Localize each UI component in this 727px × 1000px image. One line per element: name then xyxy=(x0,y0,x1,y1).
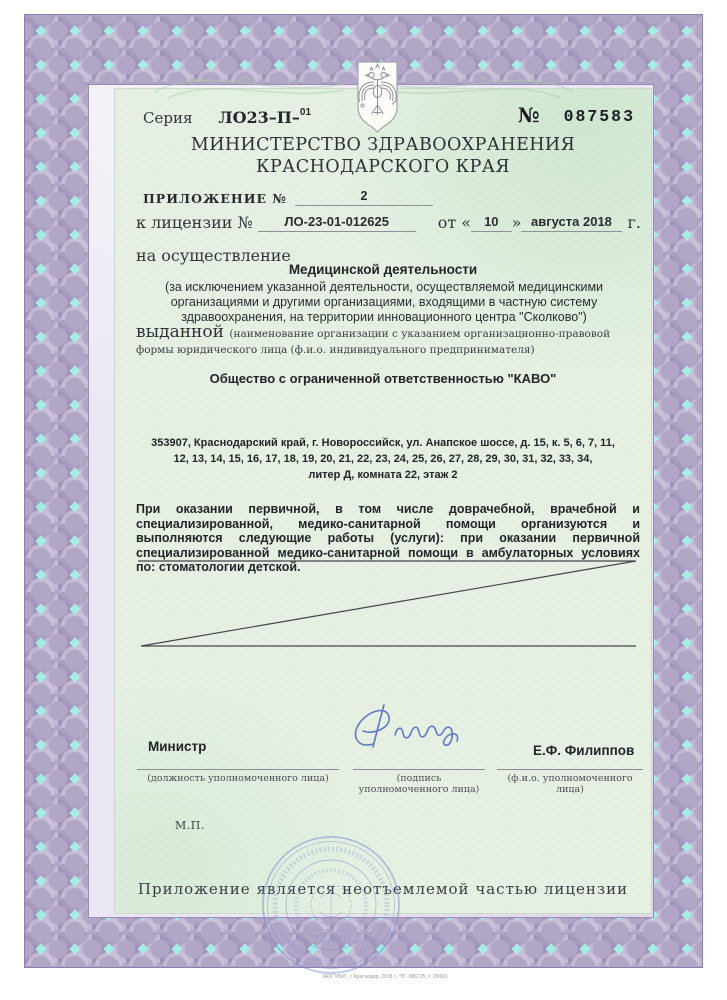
form-number: 087583 xyxy=(563,107,635,126)
address-line: 353907, Краснодарский край, г. Новороссийск, ул. Анапское шоссе, д. 15, к. 5, 6, 7, 11, xyxy=(151,437,615,449)
position-rule-line xyxy=(137,769,339,770)
organization-name: Общество с ограниченной ответственностью "КАВО" xyxy=(209,371,557,386)
name-caption: (ф.и.о. уполномоченного лица) xyxy=(507,773,633,795)
license-month-year-field: августа 2018 xyxy=(521,214,621,232)
series-code-text: ЛО23–П– xyxy=(218,108,300,127)
activity-intro: на осуществление xyxy=(136,246,291,265)
issued-label: выданной xyxy=(136,322,230,342)
ministry-heading xyxy=(115,134,651,178)
name-rule-line xyxy=(497,769,643,770)
licensed-works-text: При оказании первичной, в том числе доврачебной, врачебной и специализированной, медико-санитарной помощи организуются и выполняются следующие работы (услуги): при оказании первичной специализированной медико-санитарной помощи в амбулаторных условиях по: стоматологии детской. xyxy=(136,502,640,575)
issued-note: (наименование организации с указанием организационно-правовой формы юридического лица (ф.и.о. индивидуального предпринимателя) xyxy=(136,328,611,356)
ministry-line1: МИНИСТЕРСТВО ЗДРАВООХРАНЕНИЯ xyxy=(190,135,576,155)
number-sign: № xyxy=(517,103,540,127)
signature-icon xyxy=(343,697,493,759)
from-label: от « xyxy=(437,213,472,232)
appendix-label: ПРИЛОЖЕНИЕ № xyxy=(143,191,287,206)
appendix-row xyxy=(143,189,433,206)
address-line: 12, 13, 14, 15, 16, 17, 18, 19, 20, 21, 22, 23, 24, 25, 26, 27, 28, 29, 30, 31, 32, 33, 34, xyxy=(173,453,593,465)
series-code-sup: 01 xyxy=(299,107,312,118)
year-suffix: г. xyxy=(627,213,641,232)
signer-position: Министр xyxy=(148,739,207,754)
license-day-field: 10 xyxy=(471,214,512,232)
series-label: Серия xyxy=(143,109,193,127)
signature-rule-line xyxy=(353,769,485,770)
address-line: литер Д, комната 22, этаж 2 xyxy=(308,469,458,481)
quote-close: » xyxy=(511,213,522,232)
ministry-line2: КРАСНОДАРСКОГО КРАЯ xyxy=(256,157,510,177)
license-label: к лицензии № xyxy=(136,213,258,232)
issued-block xyxy=(136,322,637,357)
printing-house-note: ЗАО "КБИ", г. Краснодар, 2018 г., "В", 686725, т. 20000. xyxy=(322,974,449,980)
seal-place-label: М.П. xyxy=(175,819,205,832)
round-stamp-icon xyxy=(260,834,402,976)
void-strikethrough-lines xyxy=(136,559,638,651)
license-row xyxy=(136,213,641,232)
signature-caption: (подпись уполномоченного лица) xyxy=(358,773,480,795)
appendix-number-field: 2 xyxy=(295,189,433,206)
license-number-field: ЛО-23-01-012625 xyxy=(258,214,416,232)
coat-of-arms-icon xyxy=(354,58,401,134)
organization-address xyxy=(115,435,651,483)
activity-note: (за исключением указанной деятельности, осуществляемой медицинскими организациями и другими организациями, входящими в частную систему здравоохранения, на территории инновационного центра "Сколково") xyxy=(164,280,604,324)
position-caption: (должность уполномоченного лица) xyxy=(147,773,329,784)
series-code xyxy=(218,107,311,127)
signer-name: Е.Ф. Филиппов xyxy=(533,743,635,758)
footer-note: Приложение является неотъемлемой частью лицензии xyxy=(137,880,629,898)
activity-title: Медицинской деятельности xyxy=(288,262,478,277)
certificate-body xyxy=(114,88,652,914)
